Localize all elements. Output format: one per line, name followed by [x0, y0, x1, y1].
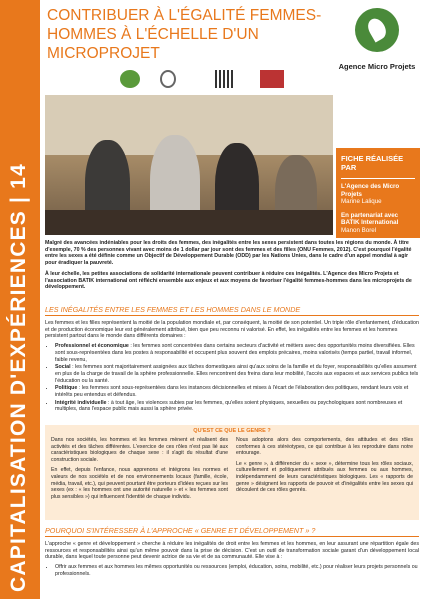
sidebar-title: CAPITALISATION D'EXPÉRIENCES | 14 — [7, 163, 30, 592]
list-item-text: : les femmes sont sous-représentées dans les instances décisionnelles et mises à l'écart de l'élaboration des politiques, rendant leurs voix et intérêts peu entendus et défendus. — [55, 385, 409, 399]
list-item-label: Professionnel et économique — [55, 343, 129, 350]
credits-partner-author: Manon Borel — [341, 226, 377, 234]
box-columns — [45, 434, 419, 507]
partner-logos — [120, 70, 290, 90]
intro-paragraph: Malgré des avancées indéniables pour les droits des femmes, des inégalités entre les sexes persistent dans toutes les régions du monde. À titre d'exemple, 70 % des personnes vivant avec moins de 1 dollar par jour sont des femmes et des filles (ONU Femmes, 2012). C'est pourquoi l'égalité entre les sexes a été définie comme un Objectif de Développement Durable (ODD) par les Nations Unies, dans le cadre d'un appel mondial à agir pour éradiquer la pauvreté. — [45, 240, 412, 267]
section-body — [45, 541, 419, 578]
intro-text — [45, 240, 419, 295]
box-paragraph: Nous adoptons alors des comportements, des attitudes et des rôles conformes à ces stéréotypes, ce qui contribue à les reproduire dans notre entourage. — [236, 437, 413, 457]
globe-icon — [120, 70, 140, 88]
sidebar-band — [0, 0, 40, 599]
page-title: CONTRIBUER À L'ÉGALITÉ FEMMES-HOMMES À L'ÉCHELLE D'UN MICROPROJET — [47, 7, 322, 62]
list-item-text: : à tout âge, les violences subies par les femmes, qu'elles soient physiques, sexuelles ou psychologiques sont nombreuses et multiples, dans l'espace public mais aussi la sphère privée. — [55, 399, 403, 413]
credits-partner: En partenariat avec BATIK International — [341, 211, 399, 226]
list-item — [55, 343, 419, 363]
batik-logo-icon — [260, 70, 284, 88]
list-item-label: Social — [55, 364, 71, 371]
credits-org: L'Agence des Micro Projets — [341, 183, 400, 198]
gender-definition-box — [45, 425, 419, 520]
leaf-icon — [355, 8, 399, 52]
list-item-label: Intégrité individuelle — [55, 399, 107, 406]
group-photo — [45, 95, 333, 235]
section-paragraph: Les femmes et les filles représentent la moitié de la population mondiale et, par conséquent, la moitié de son potentiel. Un triple rôle d'enfantement, d'éducation et de production économique leur est généralement attribué, bien que peu reconnu ni valorisé. En effet, les inégalités entre les femmes et les hommes persistent partout dans le monde dans différents domaines : — [45, 320, 419, 340]
list-item-label: Politique — [55, 385, 78, 392]
list-item-text: : les femmes sont concentrées dans certains secteurs d'activité et métiers avec des opportunités moins diversifiées. Elles sont sous-représentées dans les postes à responsabilité et occupent plus souvent des emplois précaires, moins valorisés (temps partiel, travail informel, faible revenu, — [55, 343, 415, 363]
list-item — [55, 385, 419, 398]
section-heading: LES INÉGALITÉS ENTRE LES FEMMES ET LES HOMMES DANS LE MONDE — [45, 305, 419, 316]
qr-code-icon — [215, 70, 233, 88]
box-paragraph: Le « genre », à différencier du « sexe », détermine tous les rôles sociaux, culturellement et politiquement attribués aux femmes ou aux hommes, indépendamment de leurs caractéristiques biologiques. Les « rapports de genre » désignent les rapports de pouvoir et d'inégalités entre les sexes qui découlent de ces rôles genrés. — [236, 460, 413, 494]
list-item — [55, 400, 419, 413]
list-item: • Offrir aux femmes et aux hommes les mêmes opportunités ou ressources (emploi, éducation, soins, mobilité, etc.) pour réaliser leurs projets personnels ou professionnels. — [55, 564, 419, 577]
logo-caption: Agence Micro Projets — [338, 62, 416, 71]
recycle-icon — [160, 70, 176, 88]
box-column — [51, 437, 228, 504]
box-heading: QU'EST CE QUE LE GENRE ? — [193, 428, 271, 434]
section-body — [45, 320, 419, 414]
box-paragraph: En effet, depuis l'enfance, nous apprenons et intégrons les normes et valeurs de nos sociétés et de nos environnements locaux (famille, école, média, travail, etc.), qui peuvent pourtant être porteurs d'idées reçues sur les sexes (ex : « les hommes ont une autorité naturelle » et « les femmes sont plus sensibles ») qui influencent l'identité de chaque individu. — [51, 467, 228, 500]
objectives-list — [45, 564, 419, 577]
intro-paragraph: À leur échelle, les petites associations de solidarité internationale peuvent contribuer à réduire ces inégalités. L'Agence des Micro Projets et l'association BATIK international ont réfléchi ensemble aux enjeux et aux moyens de favoriser l'égalité femmes-hommes dans les microprojets de développement. — [45, 270, 412, 291]
box-column — [236, 437, 413, 504]
list-item-text: : les femmes sont majoritairement assignées aux tâches domestiques ainsi qu'aux soins de la famille et du foyer, responsabilités qu'elles assument en plus de la charge de travail de la sphère professionnelle. Elles rencontrent des freins dans leur mobilité, l'accès aux espaces et aux services publics tels l'éducation ou la santé. — [55, 364, 419, 384]
credits-author: Marine Lalique — [341, 198, 382, 205]
inequality-list — [45, 343, 419, 413]
section-heading: POURQUOI S'INTÉRESSER À L'APPROCHE « GENRE ET DÉVELOPPEMENT » ? — [45, 526, 419, 537]
section-paragraph: L'approche « genre et développement » cherche à réduire les inégalités de droit entre les femmes et les hommes, en leur assurant une répartition égale des ressources et responsabilités ainsi qu'un même pouvoir dans la prise de décision. C'est un outil de transformation sociale garant d'un développement local durable, dans lequel toute personne peut devenir actrice de sa vie et de sa communauté. Elle vise à : — [45, 541, 419, 561]
list-item — [55, 364, 419, 384]
agency-logo — [334, 8, 420, 86]
photo-table — [45, 210, 333, 235]
box-paragraph: Dans nos sociétés, les hommes et les femmes mènent et réalisent des activités et des tâches différentes. L'exercice de ces rôles n'est pas lié aux caractéristiques biologiques de chaque sexe : il s'agit du résultat d'une construction sociale. — [51, 437, 228, 463]
credits-heading: FICHE RÉALISÉE PAR — [341, 148, 415, 179]
credits-box — [336, 148, 420, 238]
